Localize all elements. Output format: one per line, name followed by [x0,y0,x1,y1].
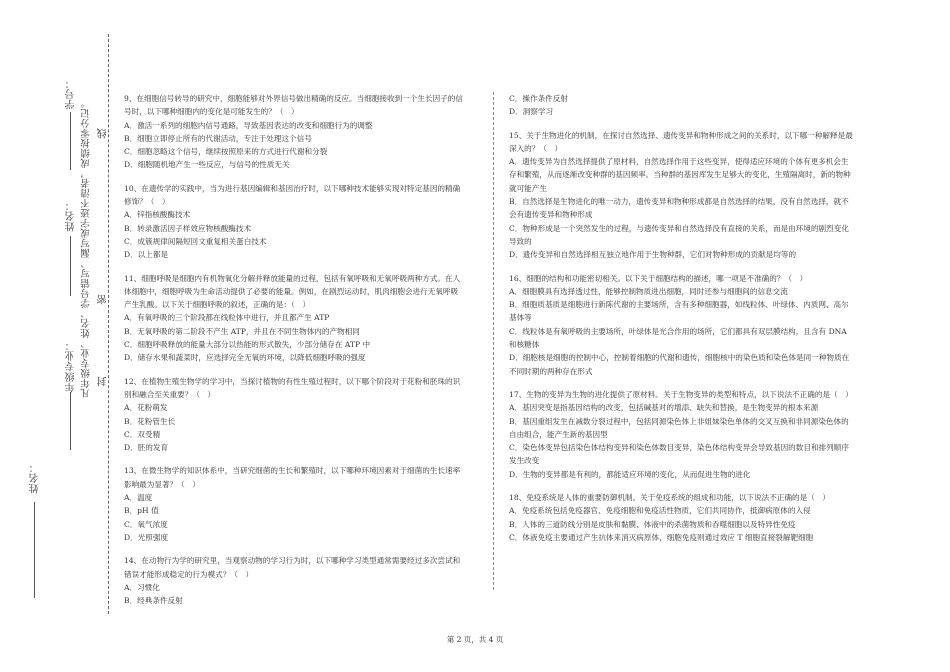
option-c: C．氧气浓度 [124,519,168,529]
question-stem: 11、细胞呼吸是细胞内有机物氧化分解并释放能量的过程，包括有氧呼吸和无氧呼吸两种方式。在人体细胞中，细胞呼吸为生命活动提供了必要的能量。例如，在剧烈运动时，肌肉细胞会进行无氧呼吸产生乳酸。以下关于细胞呼吸的叙述，正确的是：（ ） [124,273,461,310]
class-label: 年级专业： [66,340,77,393]
school-label: 姓名： [30,462,41,494]
option-a: A．有氧呼吸的三个阶段都在线粒体中进行，并且都产生 ATP [124,313,330,323]
option-a: A．激活一系列的细胞内信号通路，导致基因表达的改变和细胞行为的调整 [124,120,373,130]
question-stem: 10、在遗传学的实践中，当为进行基因编辑和基因治疗时，以下哪种技术能够实现对特定基因的精确修饰？（ ） [124,183,461,207]
option-a: A．温度 [124,493,153,503]
question-13 [124,464,464,544]
option-c: C．体液免疫主要通过产生抗体来消灭病原体，细胞免疫则通过效应 T 细胞直接裂解靶细胞 [509,532,814,542]
option-c: C．线粒体是有氧呼吸的主要场所，叶绿体是光合作用的场所，它们都具有双层膜结构，且含有 DNA 和核糖体 [509,326,847,350]
option-a: A．基因突变是指基因结构的改变，包括碱基对的增添、缺失和替换，是生物变异的根本来源 [509,403,819,413]
question-15 [509,129,855,262]
option-b: B．花粉管生长 [124,416,176,426]
option-c: C．成簇规律间隔短回文重复相关蛋白技术 [124,236,267,246]
question-stem: 16、细胞的结构和功能密切相关。以下关于细胞结构的描述，哪一项是不准确的？（ ） [509,273,808,283]
option-b: B．细胞质基质是细胞进行新陈代谢的主要场所，含有多种细胞器，如线粒体、叶绿体、内质网、高尔基体等 [509,300,849,323]
option-d: D．以上都是 [124,250,169,260]
option-b: B．pH 值 [124,506,159,516]
option-b: B．基因重组发生在减数分裂过程中，包括同源染色体上非姐妹染色单体的交叉互换和非同源染色体的自由组合，能产生新的基因型 [509,416,849,439]
question-17 [509,388,855,481]
question-stem: 14、在动物行为学的研究里，当观察动物的学习行为时，以下哪种学习类型通常需要经过多次尝试和错误才能形成稳定的行为模式？（ ） [124,556,461,579]
question-14-continued [509,92,855,119]
option-d: D．生物的变异都是有利的，都能适应环境的变化，从而促进生物的进化 [509,469,751,479]
id-blank-line [70,112,71,170]
question-stem: 15、关于生物进化的机制，在探讨自然选择、遗传变异和物种形成之间的关系时，以下哪一种解释是最深入的？（ ） [509,130,853,153]
option-a: A．免疫系统包括免疫器官、免疫细胞和免疫活性物质，它们共同协作，抵御病原体的入侵 [509,506,811,516]
left-column [124,92,464,617]
school-blank-line [34,502,35,598]
page-number: 第 2 页，共 4 页 [446,635,504,644]
question-10 [124,182,464,262]
question-18 [509,491,855,544]
column-divider [493,92,494,590]
option-c: C．操作条件反射 [509,94,568,103]
option-c: C．细胞呼吸释放的能量大部分以热能的形式散失，少部分储存在 ATP 中 [124,340,371,350]
question-stem: 13、在微生物学的知识体系中，当研究细菌的生长和繁殖时，以下哪种环境因素对于细菌的生长速率影响最为显著？（ ） [124,466,461,489]
option-d: D．细胞随机地产生一些反应，与信号的性质无关 [124,160,290,170]
option-a: A．花粉萌发 [124,403,168,413]
option-d: D．遗传变异和自然选择相互独立地作用于生物种群，它们对物种形成的贡献是均等的 [509,250,797,260]
question-stem: 12、在植物生殖生物学的学习中，当探讨植物的有性生殖过程时，以下哪个阶段对于花粉和胚珠的识别和融合至关重要？（ ） [124,376,461,399]
option-c: C．双受精 [124,429,161,439]
question-stem: 9、在细胞信号转导的研究中，细胞能够对外界信号做出精确的反应。当细胞接收到一个生长因子的信号时，以下哪种细胞内的变化是可能发生的？（ ） [124,94,463,117]
question-16 [509,272,855,378]
question-14 [124,554,464,607]
right-column [509,92,855,554]
option-a: A．细胞膜具有选择透过性，能够控制物质进出细胞，同时还参与细胞间的信息交流 [509,286,788,296]
option-a: A．习惯化 [124,582,160,592]
binding-margin [0,0,118,672]
question-stem: 17、生物的变异为生物的进化提供了原材料。关于生物变异的类型和特点，以下说法不正确的是（ ） [509,389,853,399]
option-c: C．染色体变异包括染色体结构变异和染色体数目变异，染色体结构变异会导致基因的数目和排列顺序发生改变 [509,443,849,466]
question-12 [124,375,464,455]
binding-warning: 凡年级专业、姓名、学号错写、漏写或字迹不清者，成绩按零分记。 [81,98,92,398]
option-c: C．物种形成是一个突然发生的过程，与遗传变异和自然选择没有直接的关系，而是由环境的剧烈变化导致的 [509,223,849,246]
option-a: A．锌指核酸酶技术 [124,210,191,220]
id-label: 学号： [66,78,77,110]
class-blank-line [70,392,71,450]
question-11 [124,272,464,365]
option-c: C．细胞忽略这个信号，继续按照原来的方式进行代谢和分裂 [124,147,328,157]
option-d: D．胚的发育 [124,443,169,453]
seal-mark-feng: 封 [98,376,109,387]
option-b: B．无氧呼吸的第二阶段不产生 ATP，并且在不同生物体内的产物相同 [124,326,360,336]
option-d: D．洞察学习 [509,107,554,117]
option-b: B．自然选择是生物进化的唯一动力，遗传变异和物种形成都是自然选择的结果，没有自然选择，就不会有遗传变异和物种形成 [509,197,849,220]
name-label: 姓名： [66,200,77,232]
option-b: B．人体的三道防线分别是皮肤和黏膜、体液中的杀菌物质和吞噬细胞以及特异性免疫 [509,519,796,529]
option-a: A．遗传变异为自然选择提供了原材料，自然选择作用于这些变异，使得适应环境的个体有更多机会生存和繁殖，从而逐渐改变种群的基因频率。当种群的基因库发生足够大的变化，生殖隔离时，新的物种就可能产生 [509,157,851,193]
seal-dashed-line [108,34,109,614]
name-blank-line [70,236,71,296]
option-b: B．转录激活因子样效应物核酸酶技术 [124,223,252,233]
seal-mark-mi: 密 [98,294,109,305]
question-stem: 18、免疫系统是人体的重要防御机制。关于免疫系统的组成和功能，以下说法不正确的是（ ） [509,493,831,503]
seal-mark-xian: 线 [98,128,109,139]
option-d: D．光照强度 [124,532,169,542]
question-9 [124,92,464,172]
option-b: B．经典条件反射 [124,596,183,606]
option-d: D．储存水果和蔬菜时，应选择完全无氧的环境，以降低细胞呼吸的强度 [124,353,366,363]
option-d: D．细胞核是细胞的控制中心，控制着细胞的代谢和遗传，细胞核中的染色质和染色体是同一种物质在不同时期的两种存在形式 [509,353,850,376]
option-b: B．细胞立即停止所有的代谢活动，专注于处理这个信号 [124,133,312,143]
